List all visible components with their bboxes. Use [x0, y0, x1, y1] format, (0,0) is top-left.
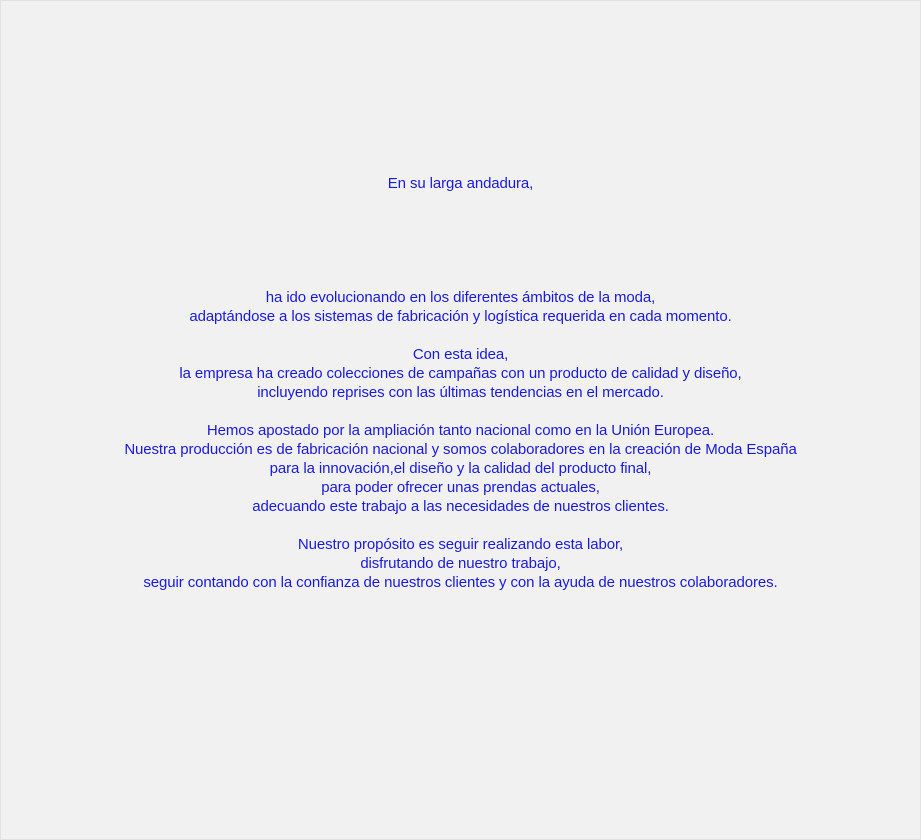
- text-line: para poder ofrecer unas prendas actuales,: [321, 479, 600, 496]
- paragraph-evolution: [1, 288, 920, 326]
- text-line: la empresa ha creado colecciones de campañas con un producto de calidad y diseño,: [179, 365, 742, 382]
- text-line: seguir contando con la confianza de nuestros clientes y con la ayuda de nuestros colaboradores.: [143, 574, 778, 591]
- text-line: ha ido evolucionando en los diferentes ámbitos de la moda,: [265, 289, 656, 306]
- paragraph-idea: [1, 345, 920, 402]
- intro-line: En su larga andadura,: [387, 175, 534, 192]
- text-line: Nuestra producción es de fabricación nacional y somos colaboradores en la creación de Moda España: [124, 441, 797, 458]
- intro-text-block: [1, 174, 920, 193]
- text-line: adaptándose a los sistemas de fabricación y logística requerida en cada momento.: [189, 308, 732, 325]
- text-line: incluyendo reprises con las últimas tendencias en el mercado.: [257, 384, 664, 401]
- text-line: adecuando este trabajo a las necesidades de nuestros clientes.: [252, 498, 669, 515]
- text-line: para la innovación,el diseño y la calidad del producto final,: [269, 460, 652, 477]
- text-line: Con esta idea,: [412, 346, 509, 363]
- about-text-block: [1, 288, 920, 592]
- paragraph-expansion: [1, 421, 920, 516]
- paragraph-purpose: [1, 535, 920, 592]
- text-line: Nuestro propósito es seguir realizando esta labor,: [297, 536, 624, 553]
- text-line: Hemos apostado por la ampliación tanto nacional como en la Unión Europea.: [206, 422, 715, 439]
- text-line: disfrutando de nuestro trabajo,: [360, 555, 561, 572]
